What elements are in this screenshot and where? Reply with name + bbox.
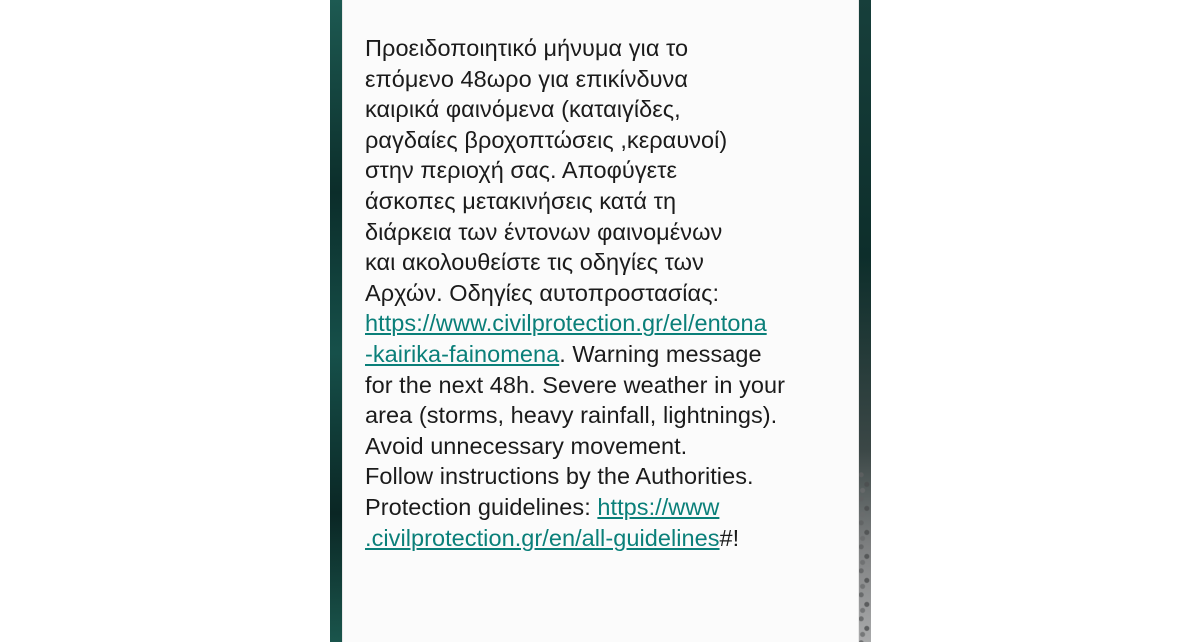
message-line xyxy=(365,217,837,248)
message-link[interactable]: https://www xyxy=(597,493,720,520)
message-text: Αρχών. Οδηγίες αυτοπροστασίας: xyxy=(365,279,720,306)
message-body xyxy=(365,33,837,553)
message-line xyxy=(365,125,837,156)
message-line xyxy=(365,247,837,278)
message-line xyxy=(365,186,837,217)
message-text: area (storms, heavy rainfall, lightnings). xyxy=(365,402,778,429)
message-line xyxy=(365,155,837,186)
message-line xyxy=(365,94,837,125)
message-line xyxy=(365,64,837,95)
message-text: στην περιοχή σας. Αποφύγετε xyxy=(365,157,678,184)
message-text: καιρικά φαινόμενα (καταιγίδες, xyxy=(365,96,681,123)
message-card[interactable] xyxy=(342,0,859,642)
message-line xyxy=(365,308,837,339)
message-line xyxy=(365,339,837,370)
message-line xyxy=(365,431,837,462)
message-text: ραγδαίες βροχοπτώσεις ,κεραυνοί) xyxy=(365,126,728,153)
message-text: #! xyxy=(719,524,740,551)
message-line xyxy=(365,278,837,309)
message-text: Follow instructions by the Authorities. xyxy=(365,463,754,490)
message-line xyxy=(365,370,837,401)
message-line xyxy=(365,33,837,64)
message-line xyxy=(365,492,837,523)
message-text: for the next 48h. Severe weather in your xyxy=(365,371,786,398)
message-header-fragment xyxy=(367,0,527,6)
message-line xyxy=(365,523,837,554)
message-link[interactable]: .civilprotection.gr/en/all-guidelines xyxy=(365,524,720,551)
message-text: άσκοπες μετακινήσεις κατά τη xyxy=(365,187,677,214)
message-text: και ακολουθείστε τις οδηγίες των xyxy=(365,249,704,276)
message-text: . Warning message xyxy=(559,340,762,367)
message-line xyxy=(365,461,837,492)
message-link[interactable]: https://www.civilprotection.gr/el/entona xyxy=(365,310,767,337)
message-text: επόμενο 48ωρο για επικίνδυνα xyxy=(365,65,688,92)
wallpaper-texture xyxy=(857,470,871,642)
message-link[interactable]: -kairika-fainomena xyxy=(365,340,560,367)
phone-screen xyxy=(330,0,871,642)
message-text: διάρκεια των έντονων φαινομένων xyxy=(365,218,723,245)
message-line xyxy=(365,400,837,431)
message-text: Προειδοποιητικό μήνυμα για το xyxy=(365,35,689,61)
message-text: Protection guidelines: xyxy=(365,493,598,520)
message-text: Avoid unnecessary movement. xyxy=(365,432,688,459)
wallpaper-left-edge xyxy=(330,0,342,642)
